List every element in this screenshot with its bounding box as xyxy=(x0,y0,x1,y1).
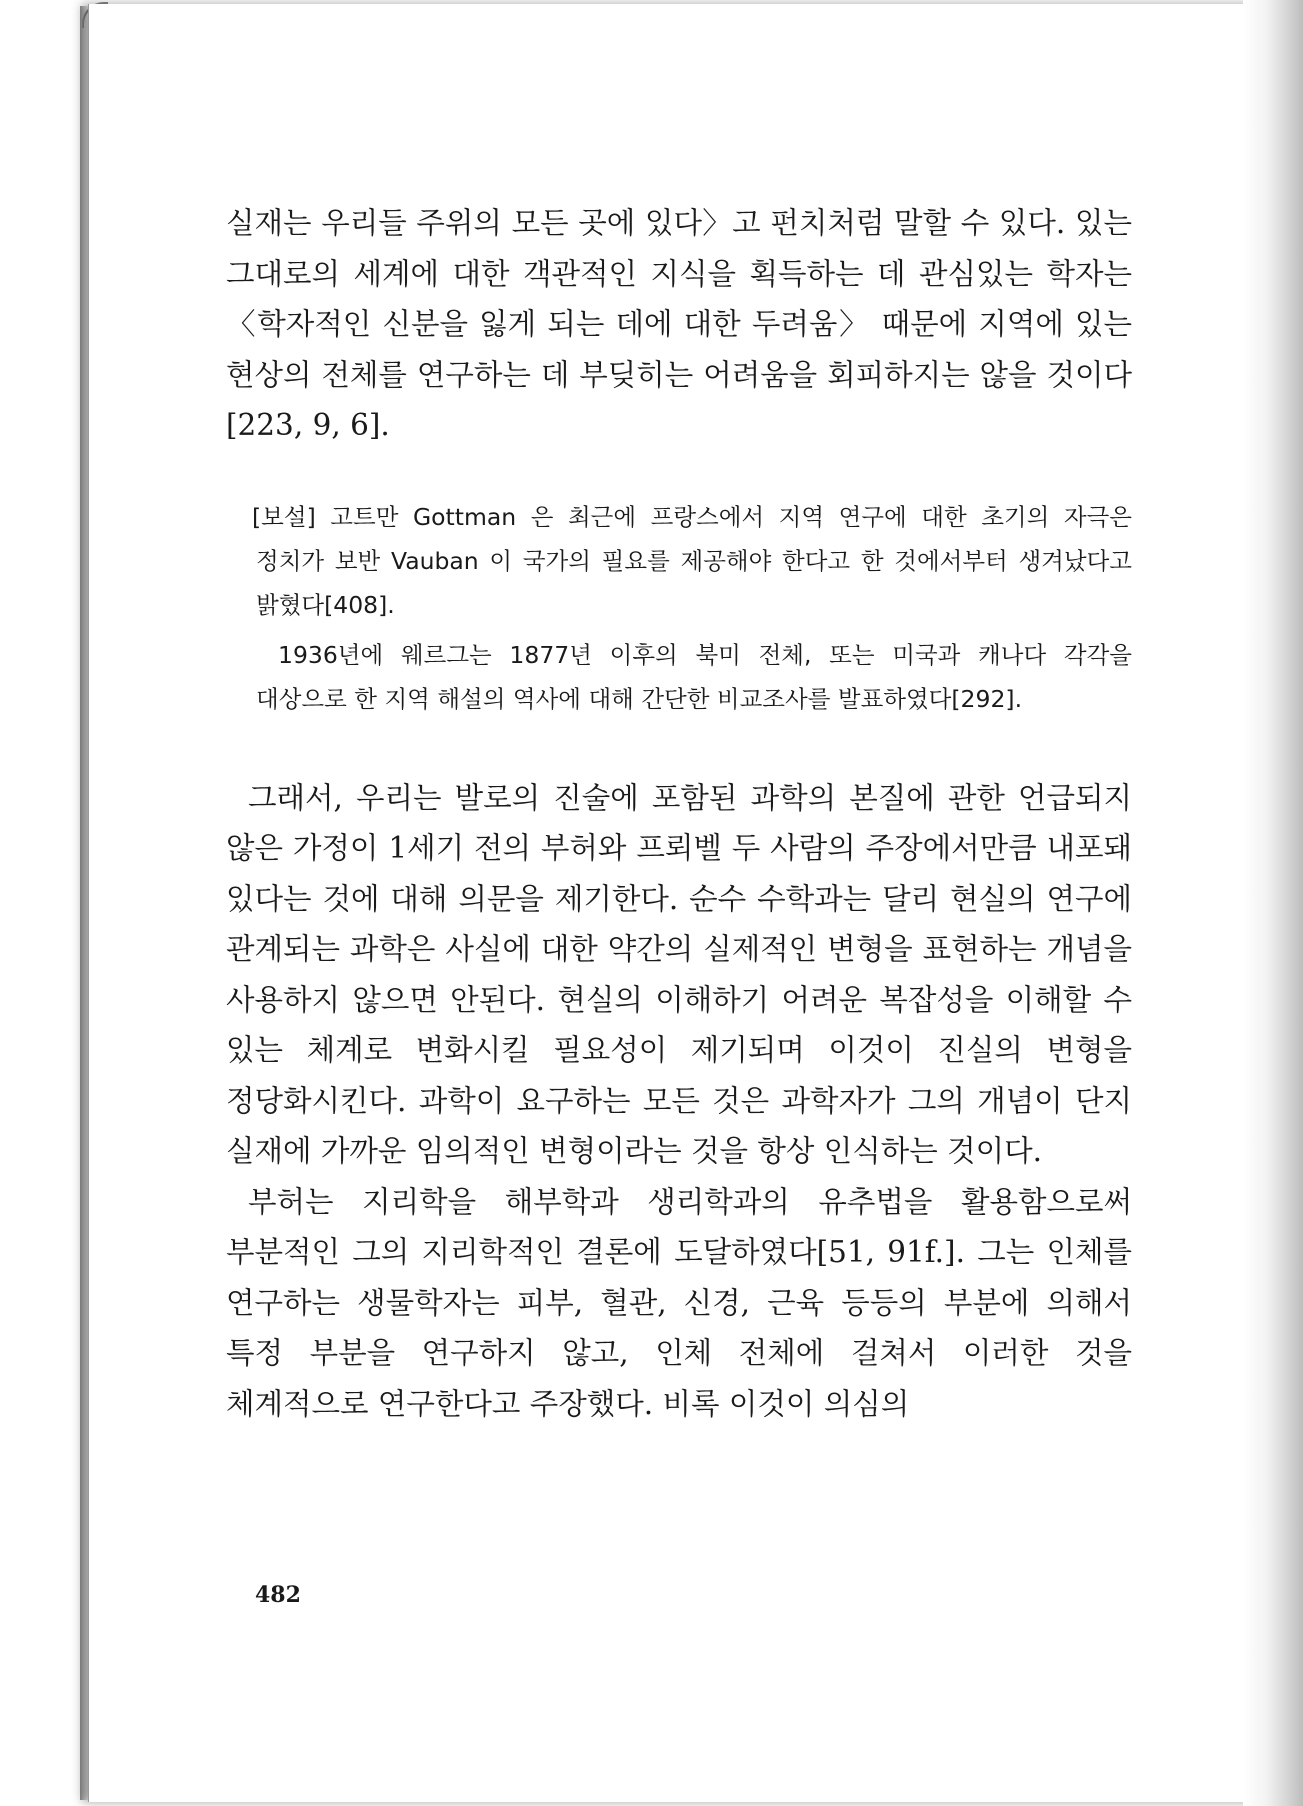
page-content xyxy=(226,198,1132,1429)
page-number: 482 xyxy=(255,1582,301,1608)
note-paragraph: [보설] 고트만 Gottman 은 최근에 프랑스에서 지역 연구에 대한 초기의 자극은 정치가 보반 Vauban 이 국가의 필요를 제공해야 한다고 한 것에서부터 생겨났다고 밝혔다[408]. xyxy=(252,502,1132,619)
body-paragraph-continued: 실재는 우리들 주위의 모든 곳에 있다〉고 펀치처럼 말할 수 있다. 있는 그대로의 세계에 대한 객관적인 지식을 획득하는 데 관심있는 학자는 〈학자적인 신분을 잃게 되는 데에 대한 두려움〉 때문에 지역에 있는 현상의 전체를 연구하는 데 부딪히는 어려움을 회피하지는 않을 것이다[223, 9, 6]. xyxy=(226,206,1132,442)
supplementary-notes xyxy=(252,495,1132,721)
page-right-shadow xyxy=(1243,0,1303,1806)
body-section xyxy=(226,773,1132,1430)
note-paragraph: 1936년에 웨르그는 1877년 이후의 북미 전체, 또는 미국과 캐나다 각각을 대상으로 한 지역 해설의 역사에 대해 간단한 비교조사를 발표하였다[292]. xyxy=(256,640,1132,713)
body-paragraph: 그래서, 우리는 발로의 진술에 포함된 과학의 본질에 관한 언급되지 않은 가정이 1세기 전의 부허와 프뢰벨 두 사람의 주장에서만큼 내포돼 있다는 것에 대해 의문을 제기한다. 순수 수학과는 달리 현실의 연구에 관계되는 과학은 사실에 대한 약간의 실제적인 변형을 표현하는 개념을 사용하지 않으면 안된다. 현실의 이해하기 어려운 복잡성을 이해할 수 있는 체계로 변화시킬 필요성이 제기되며 이것이 진실의 변형을 정당화시킨다. 과학이 요구하는 모든 것은 과학자가 그의 개념이 단지 실재에 가까운 임의적인 변형이라는 것을 항상 인식하는 것이다. xyxy=(226,780,1132,1168)
body-paragraph: 부허는 지리학을 해부학과 생리학과의 유추법을 활용함으로써 부분적인 그의 지리학적인 결론에 도달하였다[51, 91f.]. 그는 인체를 연구하는 생물학자는 피부, 혈관, 신경, 근육 등등의 부분에 의해서 특정 부분을 연구하지 않고, 인체 전체에 걸쳐서 이러한 것을 체계적으로 연구한다고 주장했다. 비록 이것이 의심의 xyxy=(226,1184,1132,1421)
